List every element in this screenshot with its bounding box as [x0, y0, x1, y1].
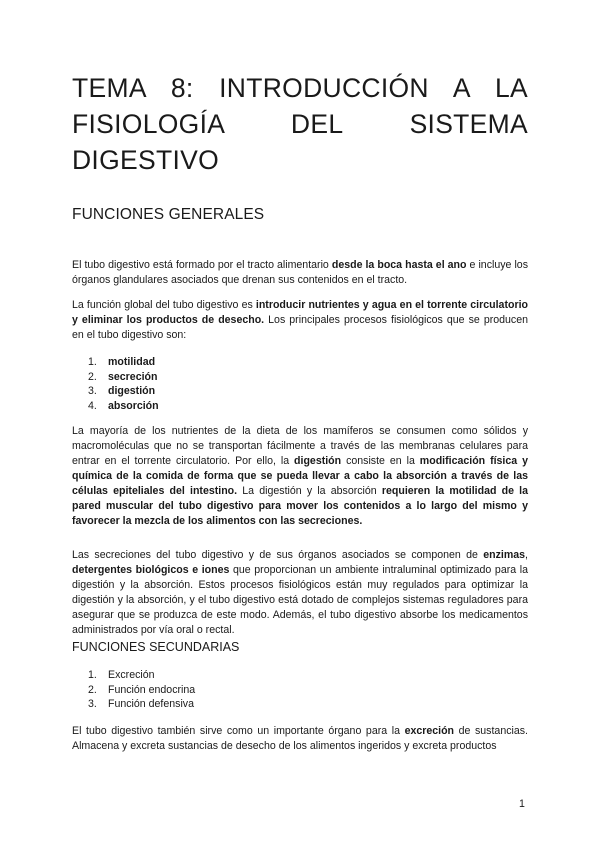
heading-funciones-generales: FUNCIONES GENERALES [72, 206, 265, 223]
paragraph-1: El tubo digestivo está formado por el tracto alimentario desde la boca hasta el ano e incluye los órganos glandulares asociados que drenan sus contenidos en el tracto. [72, 259, 528, 286]
paragraph-3: La mayoría de los nutrientes de la dieta de los mamíferos se consumen como sólidos y macromoléculas que no se transportan fácilmente a través de las membranas celulares para entrar en el torrente circulatorio. Por ello, la digestión consiste en la modificación física y química de la comida de forma que se pueda llevar a cabo la absorción a través de las células epiteliales del intestino. La digestión y la absorción requieren la motilidad de la pared muscular del tubo digestivo para mover los contenidos a lo largo del mismo y favorecer la mezcla de los alimentos con las secreciones. [72, 425, 529, 527]
paragraph-4: Las secreciones del tubo digestivo y de sus órganos asociados se componen de enzimas, detergentes biológicos e iones que proporcionan un ambiente intraluminal optimizado para la digestión y la absorción. Estos procesos fisiológicos están muy regulados para optimizar la digestión y la absorción, y el tubo digestivo está dotado de complejos sistemas reguladores para asegurar que se produzca de este modo. Además, el tubo digestivo absorbe los medicamentos administrados por vía oral o rectal. [72, 549, 528, 636]
page-number: 1 [519, 798, 525, 810]
list-item: 1. Excreción [88, 669, 155, 681]
paragraph-5: El tubo digestivo también sirve como un importante órgano para la excreción de sustancias. Almacena y excreta sustancias de desecho de los alimentos ingeridos y excreta productos [72, 725, 528, 752]
list-item: 4. absorción [88, 400, 159, 413]
heading-funciones-secundarias: FUNCIONES SECUNDARIAS [72, 640, 240, 654]
list-item: 2. Función endocrina [88, 683, 196, 696]
page-title [72, 70, 528, 178]
list-item: 1. motilidad [88, 356, 156, 368]
title-line-2: FISIOLOGÍA DEL SISTEMA [72, 109, 528, 139]
list-item: 3. Función defensiva [88, 698, 194, 711]
paragraph-2: La función global del tubo digestivo es introducir nutrientes y agua en el torrente circulatorio y eliminar los productos de desecho. Los principales procesos fisiológicos que se producen en el tubo digestivo son: [72, 299, 528, 341]
list-item: 3. digestión [88, 385, 156, 398]
title-line-3: DIGESTIVO [72, 145, 220, 175]
processes-list [72, 355, 159, 414]
title-line-1: TEMA 8: INTRODUCCIÓN A LA [72, 73, 528, 103]
secondary-functions-list [72, 668, 195, 712]
list-item: 2. secreción [88, 370, 158, 383]
